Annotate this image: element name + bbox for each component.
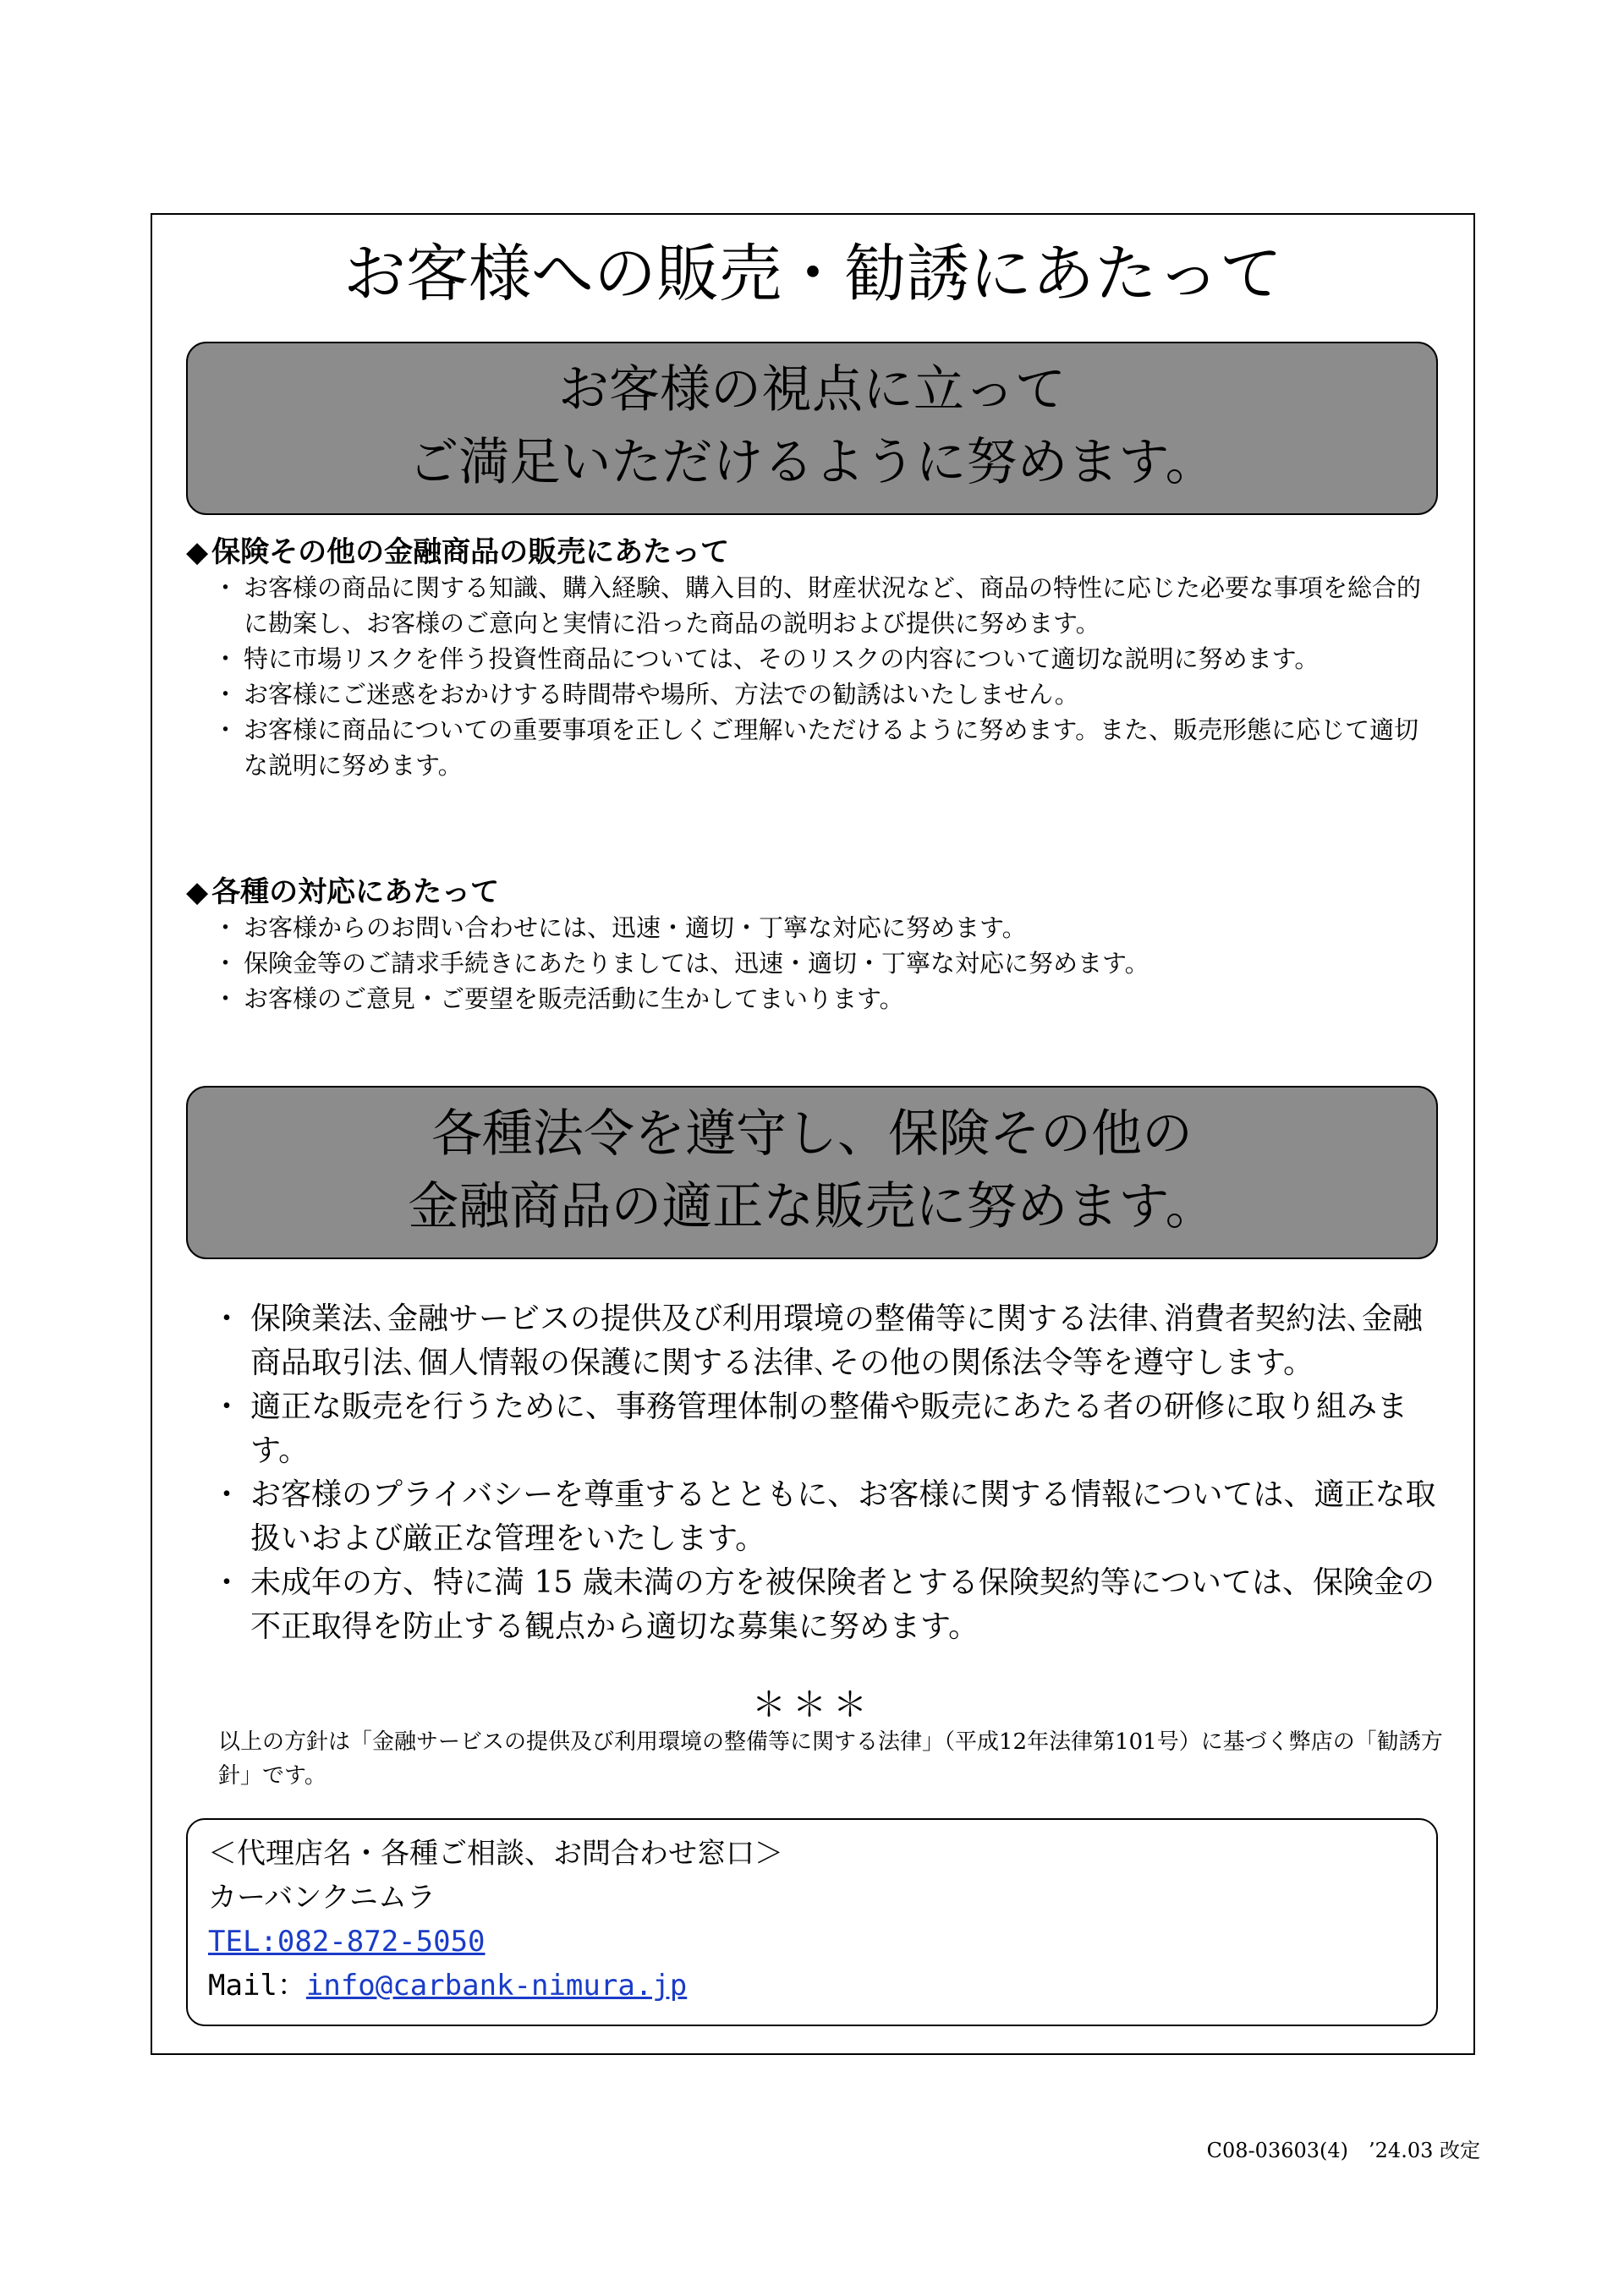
section2-heading-text: 各種の対応にあたって <box>211 875 500 909</box>
banner2-line1: 各種法令を遵守し、保険その他の <box>431 1104 1193 1164</box>
list-item: ・ 保険業法､金融サービスの提供及び利用環境の整備等に関する法律､消費者契約法､金融商品取引法､個人情報の保護に関する法律､その他の関係法令等を遵守します。 <box>220 1297 1438 1385</box>
contact-heading: ＜代理店名・各種ご相談、お問合わせ窓口＞ <box>208 1837 783 1871</box>
list-item: ・ 未成年の方、特に満 15 歳未満の方を被保険者とする保険契約等については、保険金の不正取得を防止する観点から適切な募集に努めます。 <box>220 1561 1438 1649</box>
document-code: C08-03603(4) ’24.03 改定 <box>1206 2139 1480 2162</box>
list-item: ・ お客様のご意見・ご要望を販売活動に生かしてまいります。 <box>220 981 1438 1016</box>
list-item: ・ 特に市場リスクを伴う投資性商品については、そのリスクの内容について適切な説明に努めます。 <box>220 641 1438 677</box>
list-item: ・ 適正な販売を行うために、事務管理体制の整備や販売にあたる者の研修に取り組みます。 <box>220 1385 1438 1473</box>
compliance-list <box>220 1297 1438 1649</box>
separator-stars: ＊＊＊ <box>752 1685 874 1724</box>
mail-label: Mail： <box>208 1969 306 2003</box>
diamond-bullet-icon: ◆ <box>186 875 209 909</box>
agency-name: カーバンクニムラ <box>208 1881 436 1915</box>
section1-heading-text: 保険その他の金融商品の販売にあたって <box>211 535 730 569</box>
section-heading-responses <box>186 874 499 910</box>
contact-box <box>186 1818 1438 2026</box>
email-link[interactable]: info@carbank-nimura.jp <box>305 1969 688 2003</box>
banner-customer-perspective <box>186 342 1438 515</box>
list-item: ・ お客様にご迷惑をおかけする時間帯や場所、方法での勧誘はいたしません。 <box>220 677 1438 712</box>
list-item: ・ お客様からのお問い合わせには、迅速・適切・丁寧な対応に努めます。 <box>220 910 1438 945</box>
responses-list <box>220 910 1438 1016</box>
list-item: ・ 保険金等のご請求手続きにあたりましては、迅速・適切・丁寧な対応に努めます。 <box>220 945 1438 981</box>
banner-compliance <box>186 1086 1438 1259</box>
list-item: ・ お客様に商品についての重要事項を正しくご理解いただけるように努めます。また、販売形態に応じて適切な説明に努めます。 <box>220 712 1438 783</box>
financial-products-list <box>220 570 1438 783</box>
section-heading-financial-products <box>186 534 729 570</box>
policy-note: 以上の方針は「金融サービスの提供及び利用環境の整備等に関する法律」（平成12年法律第101号）に基づく弊店の「勧誘方針」です。 <box>218 1729 1443 1789</box>
diamond-bullet-icon: ◆ <box>186 535 209 569</box>
banner1-line2: ご満足いただけるように努めます。 <box>408 433 1216 492</box>
policy-frame <box>151 213 1475 2055</box>
banner1-line1: お客様の視点に立って <box>558 360 1066 419</box>
page-title: お客様への販売・勧誘にあたって <box>343 238 1282 310</box>
list-item: ・ お客様の商品に関する知識、購入経験、購入目的、財産状況など、商品の特性に応じた必要な事項を総合的に勘案し、お客様のご意向と実情に沿った商品の説明および提供に努めます。 <box>220 570 1438 641</box>
phone-link[interactable]: TEL:082-872-5050 <box>208 1925 486 1959</box>
banner2-line2: 金融商品の適正な販売に努めます。 <box>408 1177 1216 1236</box>
list-item: ・ お客様のプライバシーを尊重するとともに、お客様に関する情報については、適正な取扱いおよび厳正な管理をいたします。 <box>220 1473 1438 1561</box>
